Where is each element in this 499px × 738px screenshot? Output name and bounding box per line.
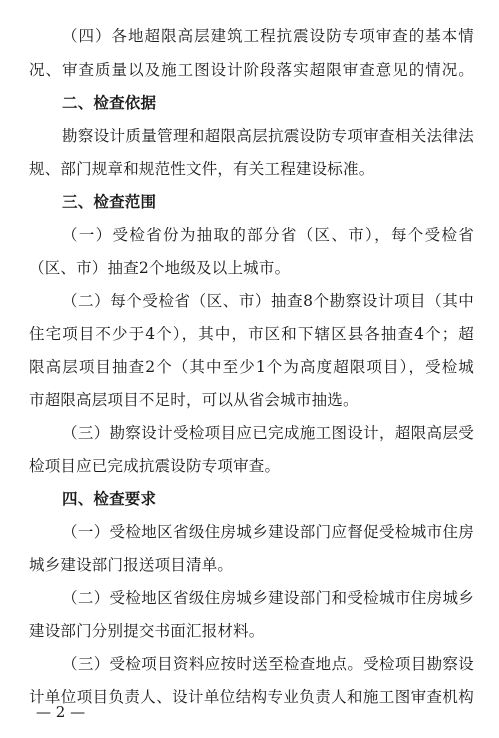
paragraph-line-17: 城乡建设部门报送项目清单。: [29, 556, 234, 574]
paragraph-line-14: 检项目应已完成抗震设防专项审查。: [29, 457, 281, 475]
paragraph-line-1: （四）各地超限高层建筑工程抗震设防专项审查的基本情: [62, 27, 474, 45]
paragraph-line-19: 建设部门分别提交书面汇报材料。: [29, 622, 265, 640]
paragraph-line-18: （二）受检地区省级住房城乡建设部门和受检城市住房城乡: [62, 589, 474, 607]
paragraph-line-13: （三）勘察设计受检项目应已完成施工图设计，超限高层受: [62, 424, 474, 442]
paragraph-line-7: （一）受检省份为抽取的部分省（区、市），每个受检省: [62, 226, 474, 244]
paragraph-line-12: 市超限高层项目不足时，可以从省会城市抽选。: [29, 391, 359, 409]
paragraph-line-4: 勘察设计质量管理和超限高层抗震设防专项审查相关法律法: [62, 127, 474, 145]
paragraph-line-5: 规、部门规章和规范性文件，有关工程建设标准。: [29, 160, 375, 178]
section-heading-basis: 二、检查依据: [62, 94, 157, 112]
paragraph-line-20: （三）受检项目资料应按时送至检查地点。受检项目勘察设: [62, 655, 474, 673]
section-heading-scope: 三、检查范围: [62, 193, 157, 211]
paragraph-line-11: 限高层项目抽查2个（其中至少1个为高度超限项目），受检城: [29, 358, 474, 376]
paragraph-line-2: 况、审查质量以及施工图设计阶段落实超限审查意见的情况。: [29, 61, 474, 79]
page-number: — 2 —: [36, 703, 86, 721]
paragraph-line-9: （二）每个受检省（区、市）抽查8个勘察设计项目（其中: [62, 292, 474, 310]
section-heading-requirements: 四、检查要求: [62, 490, 157, 508]
paragraph-line-16: （一）受检地区省级住房城乡建设部门应督促受检城市住房: [62, 523, 474, 541]
paragraph-line-21: 计单位项目负责人、设计单位结构专业负责人和施工图审查机构: [29, 688, 474, 706]
paragraph-line-8: （区、市）抽查2个地级及以上城市。: [29, 259, 291, 277]
paragraph-line-10: 住宅项目不少于4个），其中，市区和下辖区县各抽查4个；超: [29, 325, 474, 343]
